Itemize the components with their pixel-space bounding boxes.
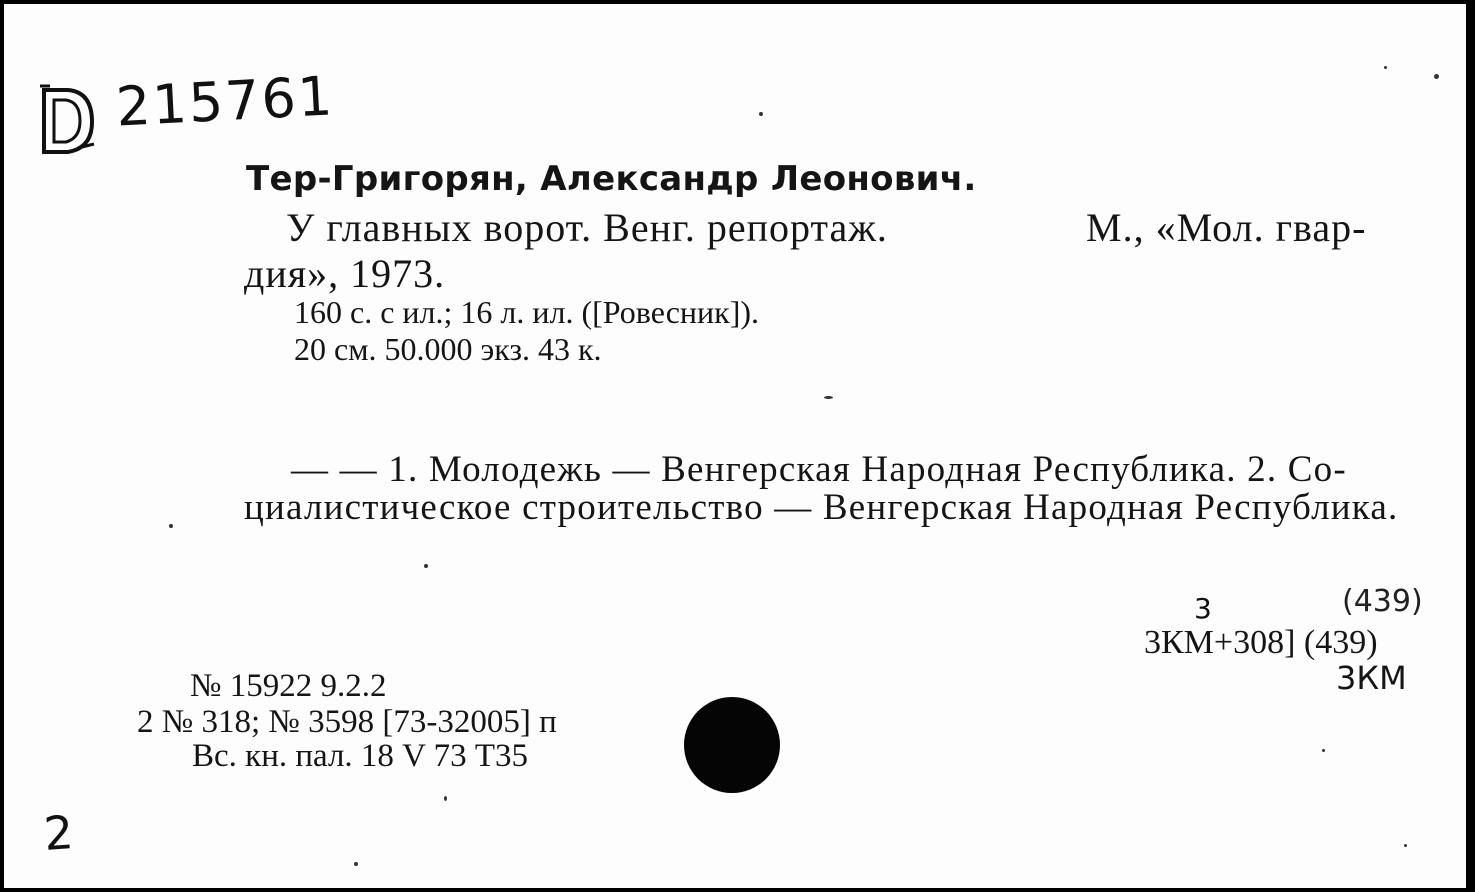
subject-line-1: — — 1. Молодежь — Венгерская Народная Республика. 2. Со-	[291, 449, 1347, 490]
author-heading: Тер-Григорян, Александр Леонович.	[246, 159, 977, 199]
collation-line-1: 160 с. с ил.; 16 л. ил. ([Ровесник]).	[294, 294, 759, 330]
collation-line-2: 20 см. 50.000 экз. 43 к.	[294, 331, 602, 367]
catalog-card	[4, 4, 1466, 888]
ink-speck	[444, 796, 447, 801]
ink-speck	[1384, 66, 1387, 69]
ink-speck	[1404, 844, 1407, 847]
library-stamp-d	[38, 82, 96, 158]
ink-speck	[1322, 749, 1325, 752]
ink-speck	[169, 524, 173, 528]
corner-handwritten-number: 2	[42, 805, 76, 861]
card-number-line: № 15922 9.2.2	[190, 668, 387, 704]
subject-line-2: циалистическое строительство — Венгерская Народная Республика.	[244, 487, 1399, 528]
ink-speck	[1434, 74, 1439, 79]
ink-speck	[759, 112, 763, 116]
classification-subcode: 3КМ	[1336, 659, 1407, 697]
accession-number: 215761	[114, 64, 336, 139]
punch-hole	[684, 697, 780, 793]
order-number-line: 2 № 318; № 3598 [73-32005] п	[137, 704, 557, 740]
chamber-stamp-line: Вс. кн. пал. 18 V 73 Т35	[192, 738, 529, 774]
classification-code: 3КМ+308] (439)	[1144, 624, 1378, 661]
publisher-line-1: М., «Мол. гвар-	[1086, 205, 1367, 250]
title-line-2: дия», 1973.	[244, 251, 446, 296]
ink-speck	[354, 862, 358, 866]
title-line-1: У главных ворот. Венг. репортаж.	[286, 205, 888, 250]
ink-speck	[424, 564, 428, 568]
classification-handwritten-mark: 3	[1194, 592, 1212, 625]
ink-speck	[824, 396, 833, 399]
classification-handwritten-note: (439)	[1342, 584, 1423, 619]
